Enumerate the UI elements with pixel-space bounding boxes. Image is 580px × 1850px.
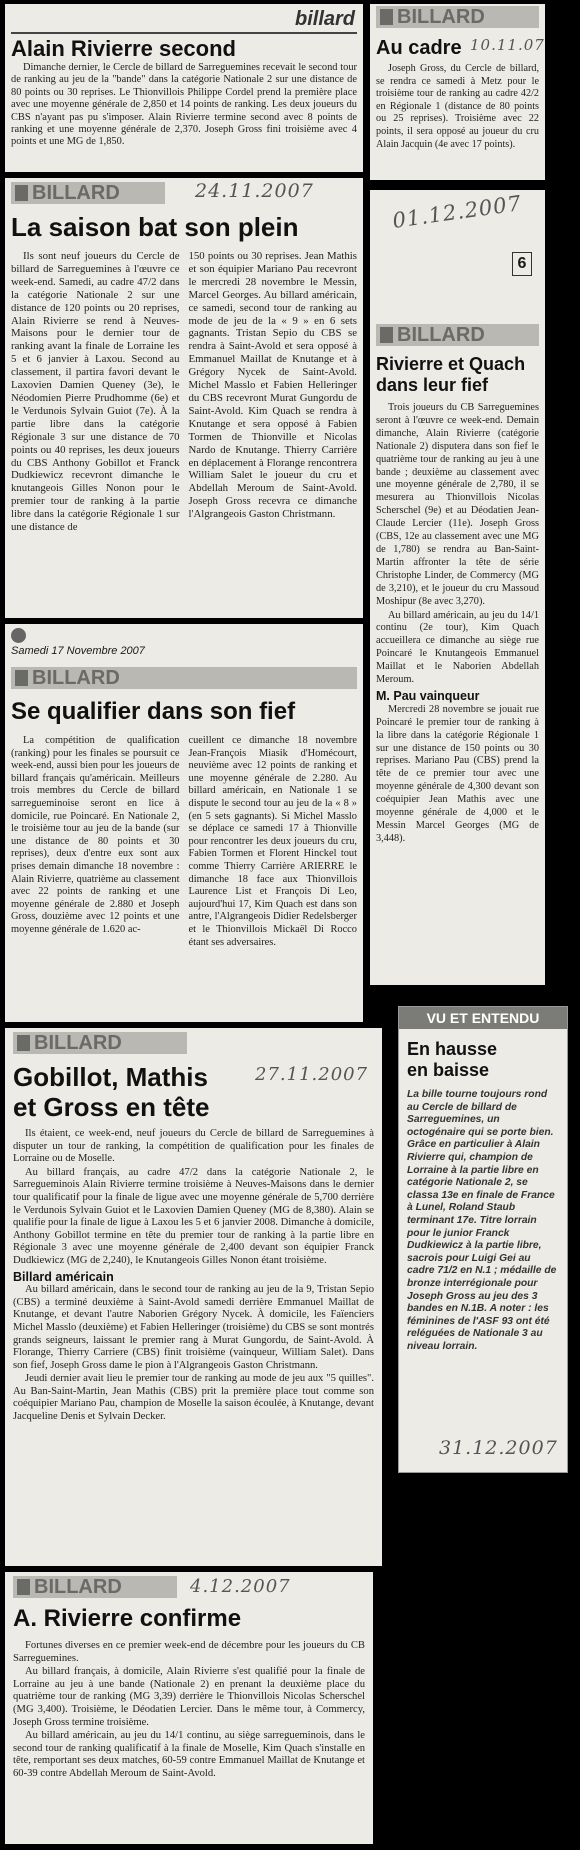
- paragraph: 150 points ou 30 reprises. Jean Mathis et son équipier Mariano Pau recevront le mercredi 28 novembre le Messin, Marcel Georges. Au billard américain, ce samedi, second tour de ranking au mode de jeu de la « 9 » en 6 sets gagnants. Tristan Sepio du CBS se rendra à Saint-Avold et sera opposé à Emmanuel Maillat de Knutange et à Grégory Nycek de Saint-Avold. Michel Masslo et Fabien Helleringer du CBS recevront Murat Gungordu de Saint-Avold. Kim Quach se rendra à Knutange et sera opposé à Fabien Tormen de Thionville et Nicolas Nardo de Knutange. Thierry Carrière en déplacement à Florange rencontrera William Salet le joueur du cru et Abdellah Meroum de Saint-Avold. Joseph Gross recevra ce dimanche l'Algrangeois Gaston Christmann.: [188, 250, 357, 521]
- tag-square-icon: [17, 1035, 30, 1051]
- section-tag-label: BILLARD: [32, 667, 120, 689]
- section-tag: [13, 1032, 187, 1054]
- page-number-box: [512, 252, 532, 276]
- article-body: [11, 62, 357, 149]
- article-se-qualifier-dans-son-fief: [5, 624, 363, 1022]
- paragraph: Trois joueurs du CB Sarreguemines seront à l'œuvre ce week-end. Demain dimanche, Alain Rivierre (catégorie Nationale 2) disputera dans son fief le quatrième tour de ranking au jeu à une bande ; deuxième au classement avec une moyenne générale de 2,780, il se mesurera au Thionvillois Nicolas Scherschel (9e) et au Déodatien Jean-Claude Lercier (11e). Joseph Gross (CBS, 12e au classement avec une MG de 1,780) se rendra au Ban-Saint-Martin affronter la tête de série Christophe Linder, de Commercy (MG de 3,210), et le joueur du cru Massoud Moshipur (8e avec 3,270).: [376, 402, 539, 607]
- tag-square-icon: [15, 185, 28, 201]
- section-tag: [11, 667, 357, 689]
- article-au-cadre: [370, 4, 545, 180]
- article-body: [11, 250, 357, 535]
- section-tag: [399, 1007, 567, 1029]
- paragraph: Au billard américain, au jeu du 14/1 continu (2e tour), Kim Quach accueillera ce dimanche au siège rue Poincaré le Knutangeois Emmanuel Maillat et le Naborien Abdellah Meroum.: [376, 609, 539, 686]
- article-body: [13, 1128, 374, 1424]
- handwritten-date: 10.11.07: [470, 36, 545, 54]
- article-body: [13, 1640, 365, 1781]
- paragraph: Au billard américain, dans le second tour de ranking au jeu de la 9, Tristan Sepio (CBS) a terminé deuxième à Saint-Avold samedi derrière Emmanuel Maillat de Knutange, et devant l'autre Naborien Grégory Nycek. À domicile, les Faïenciers Michel Masslo (deuxième) et Fabien Helleringer (troisième) du CBS se sont montrés grands seigneurs, laissant le premier rang à Murat Gungordu, de Saint-Avold. À Florange, Thierry Carriere (CBS) finit troisième (vainqueur, William Salet). Dans son fief, Joseph Gross dame le pion à l'Algrangeois Gaston Christmann.: [13, 1284, 374, 1371]
- section-tag-label: BILLARD: [397, 324, 485, 346]
- paragraph: Au billard français, à domicile, Alain Rivierre s'est qualifié pour la finale de Lorraine au jeu à une bande (Nationale 2) en prenant la deuxième place du quatrième tour de ranking (MG 3,39) derrière le Thionvillois Nicolas Scherschel (MG 3,400). Troisième, le Déodatien Lercier. Dans le même tour, à Commercy, Joseph Gross termine troisième.: [13, 1666, 365, 1728]
- article-a-rivierre-confirme: [5, 1572, 373, 1844]
- article-gobillot-mathis-gross: [5, 1028, 382, 1566]
- subheading: M. Pau vainqueur: [376, 688, 480, 703]
- article-vu-et-entendu: [398, 1006, 568, 1473]
- subheading: Billard américain: [13, 1269, 114, 1284]
- headline-line-1: Gobillot, Mathis: [13, 1062, 208, 1092]
- section-tag: [376, 6, 539, 28]
- headline: Rivierre et Quach dans leur fief: [376, 354, 526, 395]
- paragraph: Ils sont neuf joueurs du Cercle de billard de Sarreguemines à l'œuvre ce week-end. Samedi, au cadre 47/2 dans la catégorie Nationale 2 sur une distance de 120 points ou 20 reprises, Alain Rivierre se rend à Neuves-Maisons pour le dernier tour de ranking avant la finale de Lorraine les 5 et 6 janvier à Laxou. Second au classement, il partira favori devant le Laxovien Damien Queney (3e), le Néodomien Pierre Prudhomme (6e) et le Verdunois Sylvain Guiot (7e). À la partie libre dans la catégorie Régionale 3 sur une distance de 70 points ou 40 reprises, les deux joueurs du CBS Anthony Gobillot et Franck Dudkiewicz recevront dimanche le knutangeois Gilles Nonon pour le premier tour de ranking à la partie libre dans la catégorie Régionale 1 sur une distance de: [11, 250, 180, 534]
- headline: Au cadre: [376, 37, 462, 59]
- article-body: [376, 63, 539, 151]
- column-1: [11, 735, 180, 950]
- article-rivierre-et-quach: [370, 190, 545, 985]
- paragraph: Dimanche dernier, le Cercle de billard de Sarreguemines recevait le second tour de ranking au jeu de la "bande" dans la catégorie Nationale 2 sur une distance de 80 points ou 30 reprises. Le Thionvillois Philippe Cordel prend la première place avec une moyenne générale de 2,850 et 14 points de ranking. Les deux joueurs du CBS n'ayant pas pu s'imposer. Alain Rivierre termine second avec 8 points de ranking et une moyenne générale de 2,370. Joseph Gross fini troisième avec 4 points et une MG de 1,850.: [11, 62, 357, 148]
- article-body: [376, 402, 539, 846]
- headline: Alain Rivierre second: [11, 36, 236, 61]
- page-number: 6: [517, 255, 527, 272]
- section-tag-label: BILLARD: [34, 1576, 122, 1598]
- handwritten-date: 24.11.2007: [195, 180, 314, 202]
- box-content: [399, 1029, 567, 1459]
- section-tag: [376, 324, 539, 346]
- article-alain-rivierre-second: [5, 4, 363, 172]
- section-tag-label: BILLARD: [32, 182, 120, 204]
- paragraph: cueillent ce dimanche 18 novembre Jean-François Miasik d'Homécourt, neuvième avec 12 points de ranking et une moyenne générale de 2.280. Au billard américain, en Nationale 1 se dispute le second tour au jeu de la « 8 » (en 5 sets gagnants). Si Michel Masslo se déplace ce samedi 17 à Thionville pour rencontrer les deux joueurs du cru, Fabien Tormen et Florent Hinckel tout comme Thierry Carrière ARIERRE le dimanche 18 face aux Thionvillois Laurence List et François Di Leo, aujourd'hui 17, Kim Quach est dans son antre, l'Algrangeois Didier Redelsberger et le Thionvillois Mickaël Di Rocco étant ses adversaires.: [188, 735, 357, 948]
- tag-square-icon: [380, 327, 393, 343]
- column-2: [189, 735, 358, 950]
- newspaper-logo-icon: [11, 628, 26, 643]
- paragraph: Au billard américain, au jeu du 14/1 continu, au siège sarregueminois, dans le second tour de ranking qualificatif à la finale de Moselle, Kim Quach s'installe en tête, remportant ses deux matches, 60-59 contre Emmanuel Maillat de Knutange et 60-39 contre Abdellah Meroum de Saint-Avold.: [13, 1730, 365, 1779]
- handwritten-date: 01.12.2007: [390, 191, 524, 233]
- section-tag-label: billard: [294, 8, 355, 30]
- article-la-saison-bat-son-plein: [5, 178, 363, 618]
- tag-square-icon: [17, 1579, 30, 1595]
- section-tag-label: VU ET ENTENDU: [426, 1010, 540, 1026]
- headline: En hausse en baisse: [407, 1039, 498, 1080]
- section-tag-label: BILLARD: [397, 6, 485, 28]
- date-label: Samedi 17 Novembre 2007: [11, 645, 145, 657]
- paragraph: Jeudi dernier avait lieu le premier tour de ranking au mode de jeu aux "5 quilles". Au Ban-Saint-Martin, Jean Mathis (CBS) prit la première place tout comme son coéquipier Mariano Pau, champion de Moselle la saison écoulée, à Knutange, devant Jacqueline Denis et Sylvain Decker.: [13, 1373, 374, 1423]
- paragraph: Fortunes diverses en ce premier week-end de décembre pour les joueurs du CB Sarreguemines.: [13, 1640, 365, 1664]
- paragraph: Au billard français, au cadre 47/2 dans la catégorie Nationale 2, le Sarregueminois Alain Rivierre termine troisième à Neuves-Maisons dans le dernier tour qualificatif pour la finale de ligue avec une moyenne générale de 5,700 derrière le Verdunois Sylvain Guiot et le Laxovien Damien Queney (MG de 8,380). Alain se qualifie pour la finale de ligue à Laxou les 5 et 6 janvier 2008. Dimanche à domicile, Anthony Gobillot termine en tête du premier tour de ranking à la partie libre en Régionale 3 avec une moyenne générale de 2,400 devant son équipier Franck Dudkiewicz (MG de 2,240), le Knutangeois Gilles Nonon étant troisième.: [13, 1166, 374, 1266]
- section-tag-label: BILLARD: [34, 1032, 122, 1054]
- section-tag: [11, 4, 357, 34]
- handwritten-date: 4.12.2007: [190, 1576, 291, 1597]
- column-2: [189, 250, 358, 535]
- section-tag: [13, 1576, 177, 1598]
- handwritten-date: 27.11.2007: [255, 1064, 369, 1085]
- box-text: La bille tourne toujours rond au Cercle de billard de Sarreguemines, un octogénaire qui se porte bien. Grâce en particulier à Alain Rivierre qui, champion de Lorraine à la partie libre en catégorie Nationale 2, se classa 13e en finale de France à Lunel, Roland Staub terminant 17e. Titre lorrain pour le junior Franck Dudkiewicz à la partie libre, sacrois pour Luigi Gei au cadre 71/2 en N.1 ; médaille de bronze interrégionale pour Joseph Gross au jeu des 3 bandes en N.1B. A noter : les féminines de l'ASF 93 ont été reléguées de Nationale 3 au niveau lorrain.: [407, 1089, 557, 1352]
- paragraph: La compétition de qualification (ranking) pour les finales se poursuit ce week-end, aussi bien pour les joueurs de billard français qu'américain. Meilleurs trois membres du Cercle de billard sarregueminoise seront en lice à domicile, rue Poincaré. En Nationale 2, le troisième tour au jeu de la bande (sur une distance de 80 points et 30 reprises), deux d'entre eux sont aux prises demain dimanche 18 novembre : Alain Rivierre, quatrième au classement avec 22 points de ranking et une moyenne générale de 2.880 et Joseph Gross, douzième avec 12 points et une moyenne générale de 1.620 ac-: [11, 735, 180, 935]
- headline: A. Rivierre confirme: [13, 1605, 242, 1632]
- column-1: [11, 250, 180, 535]
- headline: Se qualifier dans son fief: [11, 698, 296, 725]
- handwritten-date: 31.12.2007: [439, 1437, 558, 1459]
- tag-square-icon: [15, 670, 28, 686]
- tag-square-icon: [380, 9, 393, 25]
- headline-line-2: et Gross en tête: [13, 1092, 210, 1122]
- paragraph: Joseph Gross, du Cercle de billard, se rendra ce samedi à Metz pour le troisième tour de ranking au cadre 42/2 en Régionale 1 (distance de 80 points ou 25 reprises). Troisième avec 22 points, il sera opposé au joueur du cru Alain Jacquin (4e avec 17 points).: [376, 63, 539, 150]
- paragraph: Ils étaient, ce week-end, neuf joueurs du Cercle de billard de Sarreguemines à disputer un tour de ranking, la compétition de qualification pour les finales de Lorraine ou de Moselle.: [13, 1128, 374, 1165]
- section-tag: [11, 182, 165, 204]
- headline: La saison bat son plein: [11, 212, 299, 242]
- paragraph: Mercredi 28 novembre se jouait rue Poincaré le premier tour de ranking à la libre dans la catégorie Régionale 1 sur une distance de 150 points ou 30 reprises. Mariano Pau (CBS) prend la tête de ce premier tour avec une moyenne générale de 4,300 devant son coéquipier Jean Mathis avec une moyenne générale de 4,000 et le Messin Marcel Georges (MG de 3,448).: [376, 703, 539, 844]
- date-line: [11, 628, 357, 643]
- article-body: [11, 735, 357, 950]
